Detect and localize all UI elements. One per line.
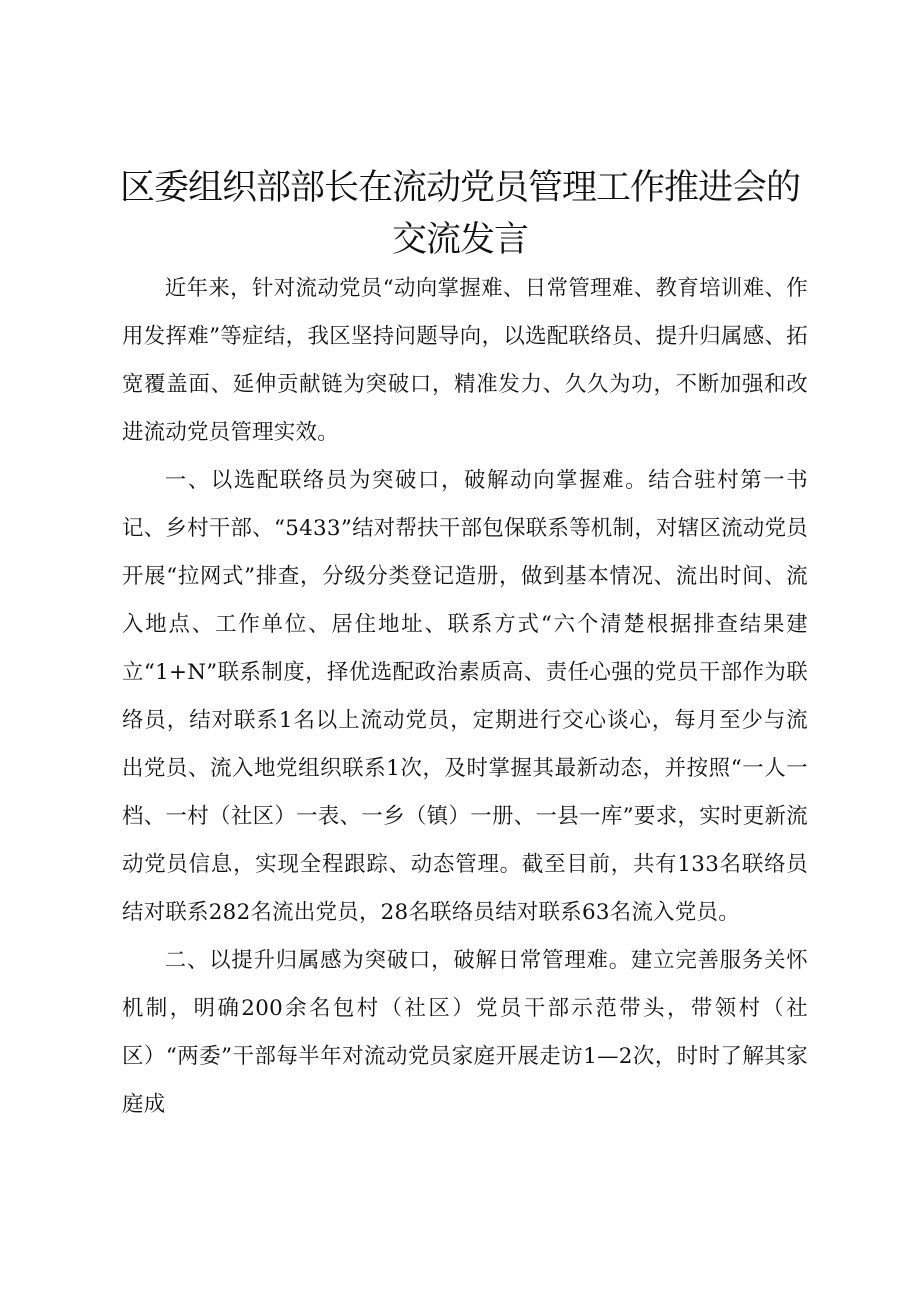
paragraph-intro <box>122 265 808 457</box>
paragraph-section-1 <box>122 457 808 937</box>
document-body <box>122 265 808 1129</box>
title-line-2: 交流发言 <box>391 220 528 260</box>
paragraph-section-2 <box>122 937 808 1129</box>
document-title <box>100 162 820 266</box>
paragraph-lead: 一、以选配联络员为突破口，破解动向掌握难。 <box>164 468 649 493</box>
paragraph-text: 近年来，针对流动党员“动向掌握难、日常管理难、教育培训难、作用发挥难”等症结，我区坚持问题导向，以选配联络员、提升归属感、拓宽覆盖面、延伸贡献链为突破口，精准发力、久久为功，不断加强和改进流动党员管理实效。 <box>122 276 808 445</box>
paragraph-lead: 二、以提升归属感为突破口，破解日常管理难。 <box>164 948 631 973</box>
paragraph-text: 建立完善服务关怀机制，明确200余名包村（社区）党员干部示范带头，带领村（社区）“两委”干部每半年对流动党员家庭开展走访1—2次，时时了解其家庭成 <box>122 948 808 1117</box>
paragraph-text: 结合驻村第一书记、乡村干部、“5433”结对帮扶干部包保联系等机制，对辖区流动党员开展“拉网式”排查，分级分类登记造册，做到基本情况、流出时间、流入地点、工作单位、居住地址、联系方式“六个清楚根据排查结果建立“1+N”联系制度，择优选配政治素质高、责任心强的党员干部作为联络员，结对联系1名以上流动党员，定期进行交心谈心，每月至少与流出党员、流入地党组织联系1次，及时掌握其最新动态，并按照“一人一档、一村（社区）一表、一乡（镇）一册、一县一库”要求，实时更新流动党员信息，实现全程跟踪、动态管理。截至目前，共有133名联络员结对联系282名流出党员，28名联络员结对联系63名流入党员。 <box>122 468 808 925</box>
title-line-1: 区委组织部部长在流动党员管理工作推进会的 <box>119 168 800 208</box>
